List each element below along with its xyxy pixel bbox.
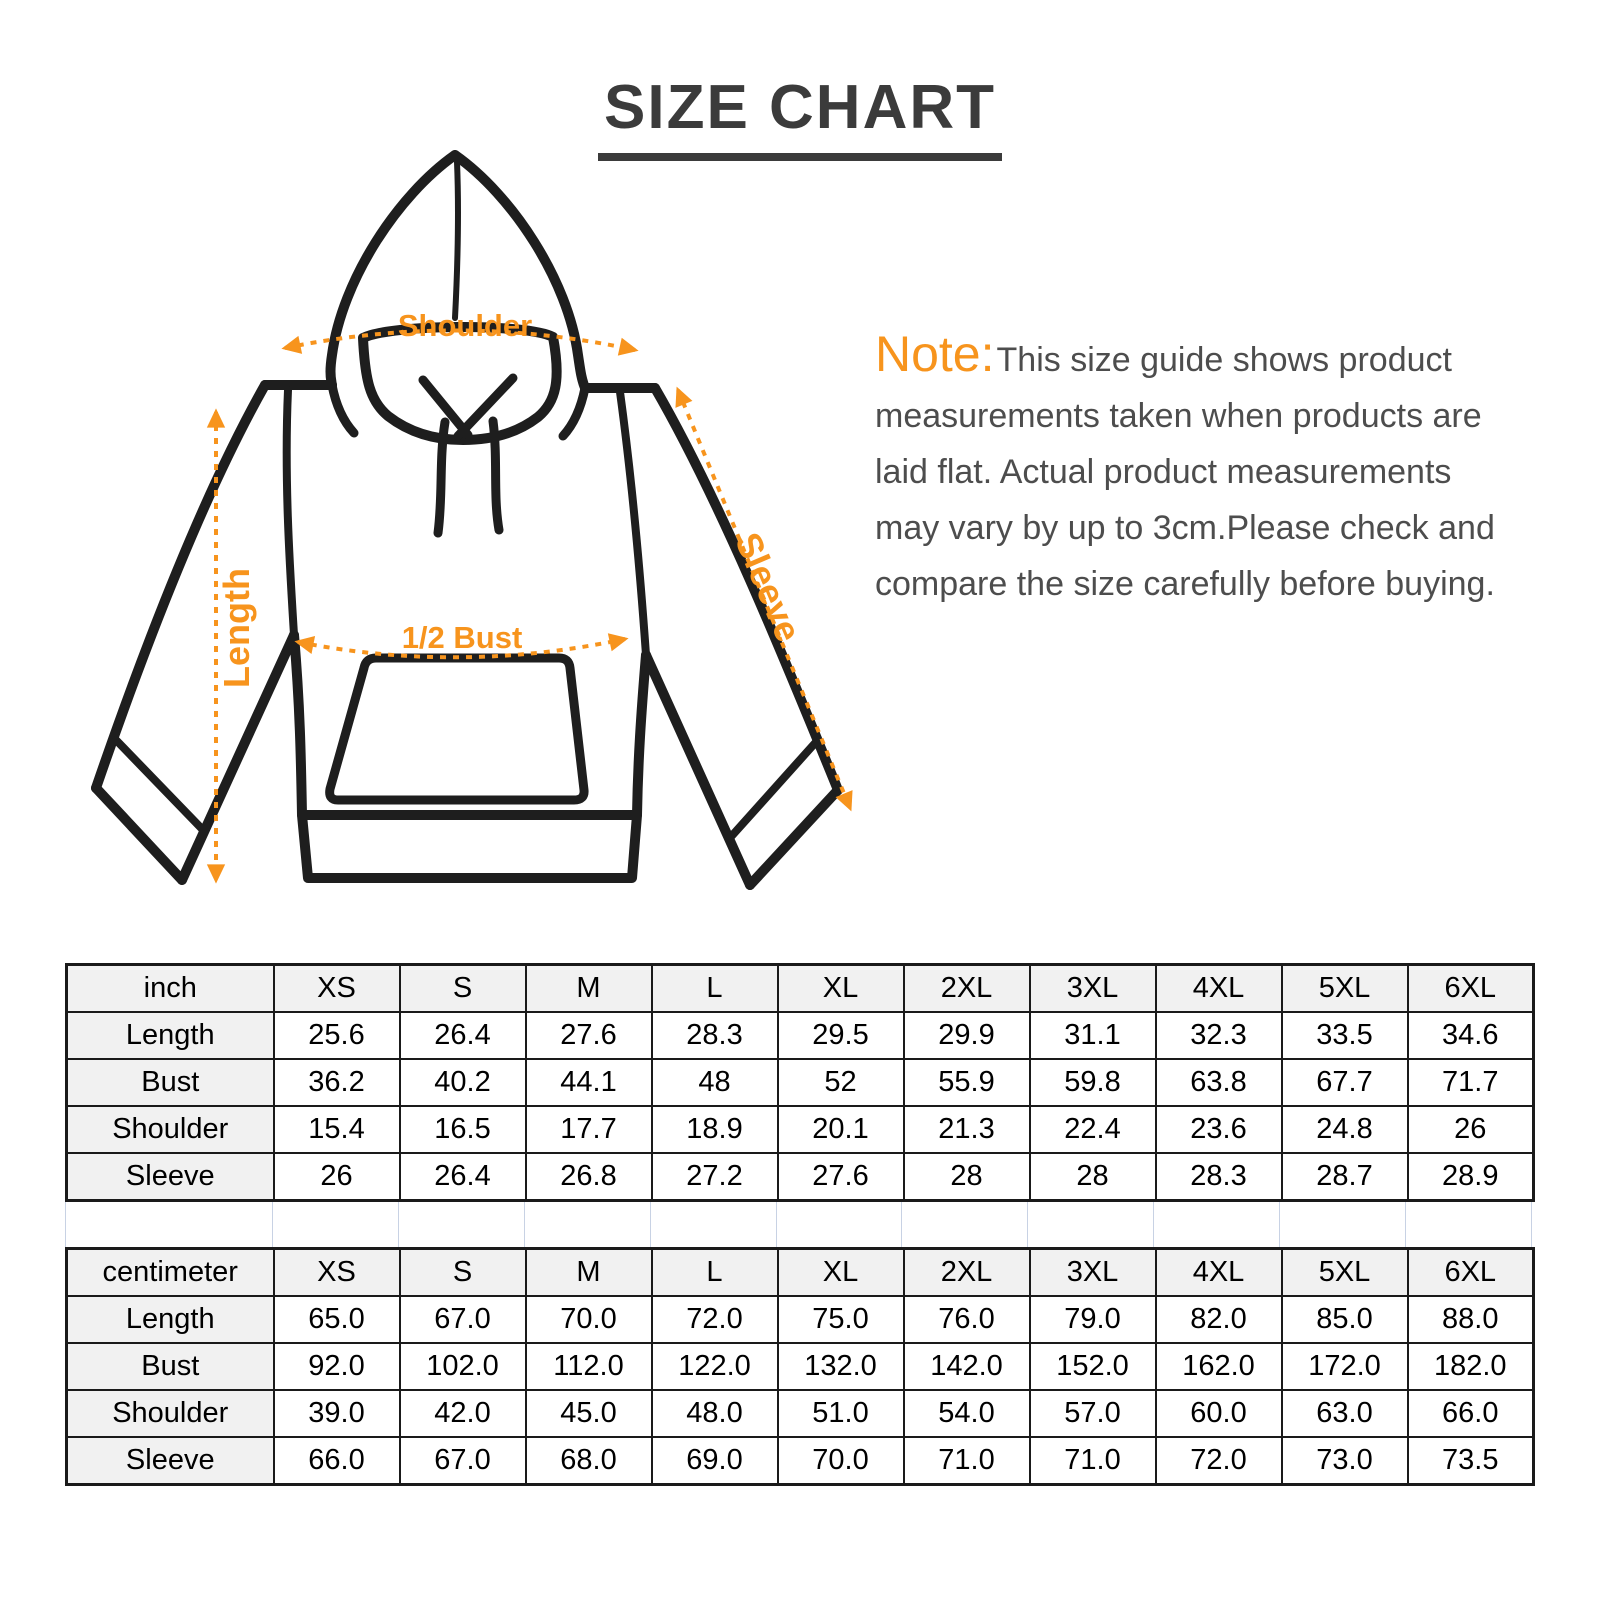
table-row bbox=[67, 1437, 1534, 1485]
measurement-cell: 34.6 bbox=[1408, 1012, 1534, 1059]
size-header-cell: M bbox=[526, 1249, 652, 1297]
measurement-cell: 76.0 bbox=[904, 1296, 1030, 1343]
unit-cell: centimeter bbox=[67, 1249, 274, 1297]
measurement-cell: 28 bbox=[904, 1153, 1030, 1201]
measurement-cell: 71.0 bbox=[1030, 1437, 1156, 1485]
measurement-cell: 52 bbox=[778, 1059, 904, 1106]
measurement-cell: 28.3 bbox=[1156, 1153, 1282, 1201]
measurement-cell: 27.6 bbox=[526, 1012, 652, 1059]
spacer-cell bbox=[273, 1202, 399, 1247]
size-header-cell: 6XL bbox=[1408, 1249, 1534, 1297]
measurement-cell: 112.0 bbox=[526, 1343, 652, 1390]
measurement-cell: 18.9 bbox=[652, 1106, 778, 1153]
measurement-cell: 17.7 bbox=[526, 1106, 652, 1153]
table-row bbox=[67, 1012, 1534, 1059]
measurement-cell: 45.0 bbox=[526, 1390, 652, 1437]
measurement-cell: 59.8 bbox=[1030, 1059, 1156, 1106]
measurement-cell: 21.3 bbox=[904, 1106, 1030, 1153]
measurement-cell: 33.5 bbox=[1282, 1012, 1408, 1059]
measurement-cell: 28.3 bbox=[652, 1012, 778, 1059]
measurement-cell: 71.7 bbox=[1408, 1059, 1534, 1106]
measurement-cell: 32.3 bbox=[1156, 1012, 1282, 1059]
metric-label-cell: Bust bbox=[67, 1059, 274, 1106]
length-label: Length bbox=[216, 568, 257, 688]
size-header-cell: M bbox=[526, 965, 652, 1013]
measurement-cell: 142.0 bbox=[904, 1343, 1030, 1390]
measurement-cell: 67.7 bbox=[1282, 1059, 1408, 1106]
spacer-cell bbox=[66, 1202, 273, 1247]
metric-label-cell: Shoulder bbox=[67, 1390, 274, 1437]
note-line: may vary by up to 3cm.Please check and bbox=[875, 509, 1495, 547]
measurement-cell: 70.0 bbox=[778, 1437, 904, 1485]
hood-fold-line bbox=[455, 162, 458, 318]
bust-label: 1/2 Bust bbox=[401, 620, 523, 655]
measurement-cell: 26.4 bbox=[400, 1153, 526, 1201]
spacer-cell bbox=[651, 1202, 777, 1247]
kangaroo-pocket bbox=[330, 658, 584, 800]
size-header-cell: 4XL bbox=[1156, 1249, 1282, 1297]
size-header-cell: S bbox=[400, 1249, 526, 1297]
spacer-cell bbox=[1406, 1202, 1532, 1247]
measurement-cell: 66.0 bbox=[1408, 1390, 1534, 1437]
measurement-cell: 132.0 bbox=[778, 1343, 904, 1390]
measurement-cell: 67.0 bbox=[400, 1437, 526, 1485]
size-header-cell: S bbox=[400, 965, 526, 1013]
measurement-cell: 42.0 bbox=[400, 1390, 526, 1437]
note-text: This size guide shows product bbox=[996, 341, 1452, 379]
measurement-cell: 122.0 bbox=[652, 1343, 778, 1390]
measurement-cell: 70.0 bbox=[526, 1296, 652, 1343]
size-header-cell: 2XL bbox=[904, 965, 1030, 1013]
measurement-annotations bbox=[216, 308, 850, 880]
table-header-row bbox=[67, 965, 1534, 1013]
spacer-cell bbox=[1154, 1202, 1280, 1247]
drawstring-right bbox=[493, 421, 499, 530]
table-row bbox=[67, 1059, 1534, 1106]
sleeve-label: Sleeve bbox=[727, 526, 810, 648]
page-title-text: SIZE CHART bbox=[598, 72, 1002, 161]
spacer-cell bbox=[399, 1202, 525, 1247]
seam-left bbox=[287, 390, 294, 635]
collar-v bbox=[423, 378, 513, 436]
size-header-cell: 2XL bbox=[904, 1249, 1030, 1297]
table-header-row bbox=[67, 1249, 1534, 1297]
measurement-cell: 20.1 bbox=[778, 1106, 904, 1153]
measurement-cell: 82.0 bbox=[1156, 1296, 1282, 1343]
measurement-cell: 22.4 bbox=[1030, 1106, 1156, 1153]
measurement-cell: 28 bbox=[1030, 1153, 1156, 1201]
measurement-cell: 40.2 bbox=[400, 1059, 526, 1106]
measurement-cell: 69.0 bbox=[652, 1437, 778, 1485]
measurement-cell: 31.1 bbox=[1030, 1012, 1156, 1059]
measurement-cell: 54.0 bbox=[904, 1390, 1030, 1437]
size-header-cell: L bbox=[652, 965, 778, 1013]
table-spacer-row bbox=[65, 1202, 1532, 1247]
note-line: measurements taken when products are bbox=[875, 397, 1482, 435]
metric-label-cell: Shoulder bbox=[67, 1106, 274, 1153]
measurement-cell: 162.0 bbox=[1156, 1343, 1282, 1390]
spacer-cell bbox=[525, 1202, 651, 1247]
measurement-cell: 29.9 bbox=[904, 1012, 1030, 1059]
note-line bbox=[875, 326, 1555, 388]
spacer-cell bbox=[1280, 1202, 1406, 1247]
measurement-cell: 36.2 bbox=[274, 1059, 400, 1106]
measurement-cell: 73.5 bbox=[1408, 1437, 1534, 1485]
table-row bbox=[67, 1296, 1534, 1343]
measurement-cell: 26 bbox=[1408, 1106, 1534, 1153]
measurement-cell: 85.0 bbox=[1282, 1296, 1408, 1343]
measurement-cell: 55.9 bbox=[904, 1059, 1030, 1106]
measurement-cell: 71.0 bbox=[904, 1437, 1030, 1485]
hoodie-outline bbox=[96, 155, 838, 885]
measurement-cell: 92.0 bbox=[274, 1343, 400, 1390]
hem-band bbox=[302, 815, 637, 878]
metric-label-cell: Length bbox=[67, 1296, 274, 1343]
measurement-cell: 48.0 bbox=[652, 1390, 778, 1437]
measurement-cell: 72.0 bbox=[1156, 1437, 1282, 1485]
measurement-cell: 16.5 bbox=[400, 1106, 526, 1153]
measurement-cell: 67.0 bbox=[400, 1296, 526, 1343]
size-header-cell: 3XL bbox=[1030, 965, 1156, 1013]
measurement-cell: 44.1 bbox=[526, 1059, 652, 1106]
size-header-cell: XL bbox=[778, 1249, 904, 1297]
measurement-cell: 63.0 bbox=[1282, 1390, 1408, 1437]
size-header-cell: 4XL bbox=[1156, 965, 1282, 1013]
measurement-cell: 26.4 bbox=[400, 1012, 526, 1059]
measurement-cell: 25.6 bbox=[274, 1012, 400, 1059]
measurement-cell: 75.0 bbox=[778, 1296, 904, 1343]
measurement-cell: 23.6 bbox=[1156, 1106, 1282, 1153]
size-header-cell: 5XL bbox=[1282, 965, 1408, 1013]
measurement-cell: 28.9 bbox=[1408, 1153, 1534, 1201]
size-header-cell: L bbox=[652, 1249, 778, 1297]
table-row bbox=[67, 1153, 1534, 1201]
measurement-cell: 63.8 bbox=[1156, 1059, 1282, 1106]
measurement-cell: 79.0 bbox=[1030, 1296, 1156, 1343]
measurement-cell: 182.0 bbox=[1408, 1343, 1534, 1390]
size-tables bbox=[65, 963, 1532, 1486]
hoodie-diagram bbox=[80, 140, 880, 920]
measurement-cell: 27.6 bbox=[778, 1153, 904, 1201]
measurement-cell: 72.0 bbox=[652, 1296, 778, 1343]
shoulder-label: Shoulder bbox=[397, 308, 533, 343]
note-line: laid flat. Actual product measurements bbox=[875, 453, 1452, 491]
unit-cell: inch bbox=[67, 965, 274, 1013]
metric-label-cell: Sleeve bbox=[67, 1437, 274, 1485]
size-table-inch bbox=[65, 963, 1535, 1202]
note-line: compare the size carefully before buying. bbox=[875, 565, 1495, 603]
seam-right bbox=[620, 392, 646, 655]
table-row bbox=[67, 1343, 1534, 1390]
size-header-cell: XL bbox=[778, 965, 904, 1013]
measurement-cell: 66.0 bbox=[274, 1437, 400, 1485]
size-header-cell: 6XL bbox=[1408, 965, 1534, 1013]
measurement-cell: 88.0 bbox=[1408, 1296, 1534, 1343]
size-header-cell: 3XL bbox=[1030, 1249, 1156, 1297]
measurement-cell: 68.0 bbox=[526, 1437, 652, 1485]
measurement-cell: 39.0 bbox=[274, 1390, 400, 1437]
size-header-cell: XS bbox=[274, 965, 400, 1013]
measurement-cell: 102.0 bbox=[400, 1343, 526, 1390]
metric-label-cell: Sleeve bbox=[67, 1153, 274, 1201]
measurement-cell: 73.0 bbox=[1282, 1437, 1408, 1485]
measurement-cell: 60.0 bbox=[1156, 1390, 1282, 1437]
spacer-cell bbox=[1028, 1202, 1154, 1247]
spacer-cell bbox=[902, 1202, 1028, 1247]
metric-label-cell: Bust bbox=[67, 1343, 274, 1390]
table-row bbox=[67, 1390, 1534, 1437]
measurement-cell: 15.4 bbox=[274, 1106, 400, 1153]
size-header-cell: 5XL bbox=[1282, 1249, 1408, 1297]
spacer-cell bbox=[777, 1202, 903, 1247]
measurement-cell: 28.7 bbox=[1282, 1153, 1408, 1201]
measurement-cell: 26.8 bbox=[526, 1153, 652, 1201]
measurement-cell: 57.0 bbox=[1030, 1390, 1156, 1437]
measurement-cell: 152.0 bbox=[1030, 1343, 1156, 1390]
table-row bbox=[67, 1106, 1534, 1153]
measurement-cell: 26 bbox=[274, 1153, 400, 1201]
size-header-cell: XS bbox=[274, 1249, 400, 1297]
note-prefix: Note: bbox=[875, 326, 995, 382]
measurement-cell: 48 bbox=[652, 1059, 778, 1106]
note-block bbox=[875, 326, 1555, 612]
measurement-cell: 27.2 bbox=[652, 1153, 778, 1201]
measurement-cell: 51.0 bbox=[778, 1390, 904, 1437]
drawstring-left bbox=[438, 422, 445, 533]
measurement-cell: 65.0 bbox=[274, 1296, 400, 1343]
measurement-cell: 24.8 bbox=[1282, 1106, 1408, 1153]
size-table-centimeter bbox=[65, 1247, 1535, 1486]
measurement-cell: 29.5 bbox=[778, 1012, 904, 1059]
metric-label-cell: Length bbox=[67, 1012, 274, 1059]
measurement-cell: 172.0 bbox=[1282, 1343, 1408, 1390]
